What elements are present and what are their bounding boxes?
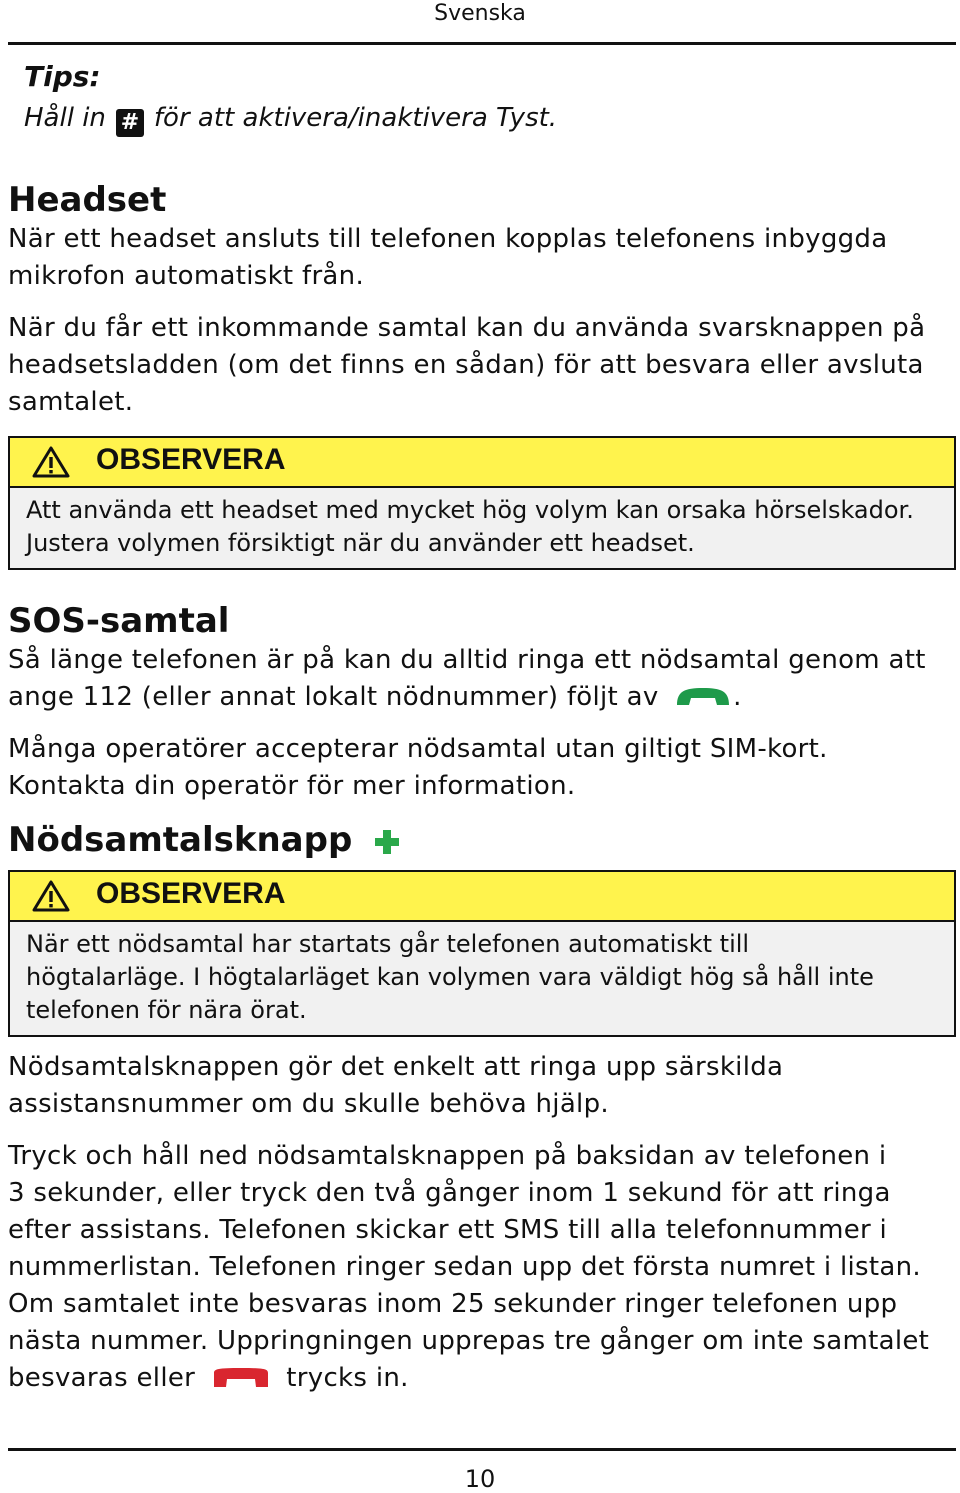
running-header-language: Svenska — [434, 1, 526, 26]
text-line: Kontakta din operatör för mer information. — [8, 771, 576, 801]
emergency-heading-text: Nödsamtalsknapp — [8, 820, 353, 860]
sos-paragraph-1 — [8, 642, 926, 716]
text-segment: trycks in. — [286, 1363, 409, 1393]
text-line: nästa nummer. Uppringningen upprepas tre gånger om inte samtalet — [8, 1326, 930, 1356]
emergency-paragraph-2 — [8, 1138, 929, 1397]
tips-title: Tips: — [24, 60, 101, 93]
tips-text-before: Håll in — [24, 103, 106, 133]
warning-body — [10, 488, 954, 568]
text-line: När du får ett inkommande samtal kan du använda svarsknappen på — [8, 313, 926, 343]
text-line: samtalet. — [8, 387, 134, 417]
text-segment: ange 112 (eller annat lokalt nödnummer) följt av — [8, 682, 659, 712]
text-line: assistansnummer om du skulle behöva hjälp. — [8, 1089, 609, 1119]
text-line: När ett headset ansluts till telefonen kopplas telefonens inbyggda — [8, 224, 888, 254]
text-line: nummerlistan. Telefonen ringer sedan upp det första numret i listan. — [8, 1252, 921, 1282]
sos-paragraph-2 — [8, 731, 828, 805]
warning-triangle-icon — [32, 880, 70, 912]
headset-paragraph-1 — [8, 221, 887, 295]
warning-body — [10, 922, 954, 1035]
text-line: efter assistans. Telefonen skickar ett SMS till alla telefonnummer i — [8, 1215, 888, 1245]
text-line: Nödsamtalsknappen gör det enkelt att ringa upp särskilda — [8, 1052, 784, 1082]
text-line: Många operatörer accepterar nödsamtal utan giltigt SIM-kort. — [8, 734, 828, 764]
warning-header — [10, 872, 954, 922]
end-call-button-icon — [210, 1367, 272, 1391]
headset-paragraph-2 — [8, 310, 925, 421]
text-line: Så länge telefonen är på kan du alltid ringa ett nödsamtal genom att — [8, 645, 926, 675]
emergency-warning-box — [8, 870, 956, 1037]
bottom-rule — [8, 1448, 956, 1451]
text-line — [8, 679, 926, 716]
sos-heading: SOS-samtal — [8, 601, 230, 641]
warning-label: OBSERVERA — [96, 443, 286, 476]
text-line — [8, 1360, 929, 1397]
emergency-heading — [8, 820, 402, 860]
page-number: 10 — [464, 1465, 496, 1493]
text-line: Justera volymen försiktigt när du använder ett headset. — [26, 529, 695, 557]
hash-key-icon: # — [116, 109, 144, 137]
text-line: headsetsladden (om det finns en sådan) för att besvara eller avsluta — [8, 350, 924, 380]
warning-label: OBSERVERA — [96, 877, 286, 910]
warning-triangle-icon — [32, 446, 70, 478]
text-segment: besvaras eller — [8, 1363, 196, 1393]
tips-text-after: för att aktivera/inaktivera Tyst. — [153, 103, 558, 133]
text-line: telefonen för nära örat. — [26, 996, 307, 1024]
text-line: mikrofon automatiskt från. — [8, 261, 365, 291]
headset-warning-box — [8, 436, 956, 570]
emergency-paragraph-1 — [8, 1049, 783, 1123]
text-segment: . — [733, 682, 742, 712]
text-line: högtalarläge. I högtalarläget kan volymen vara väldigt hög så håll inte — [26, 963, 874, 991]
text-line: 3 sekunder, eller tryck den två gånger inom 1 sekund för att ringa — [8, 1178, 891, 1208]
plus-icon — [372, 827, 402, 857]
text-line: Tryck och håll ned nödsamtalsknappen på baksidan av telefonen i — [8, 1141, 887, 1171]
top-rule — [8, 42, 956, 45]
call-button-icon — [673, 685, 733, 711]
warning-header — [10, 438, 954, 488]
tips-text — [24, 103, 557, 137]
text-line: När ett nödsamtal har startats går telefonen automatiskt till — [26, 930, 750, 958]
text-line: Om samtalet inte besvaras inom 25 sekunder ringer telefonen upp — [8, 1289, 898, 1319]
text-line: Att använda ett headset med mycket hög volym kan orsaka hörselskador. — [26, 496, 914, 524]
headset-heading: Headset — [8, 180, 167, 220]
